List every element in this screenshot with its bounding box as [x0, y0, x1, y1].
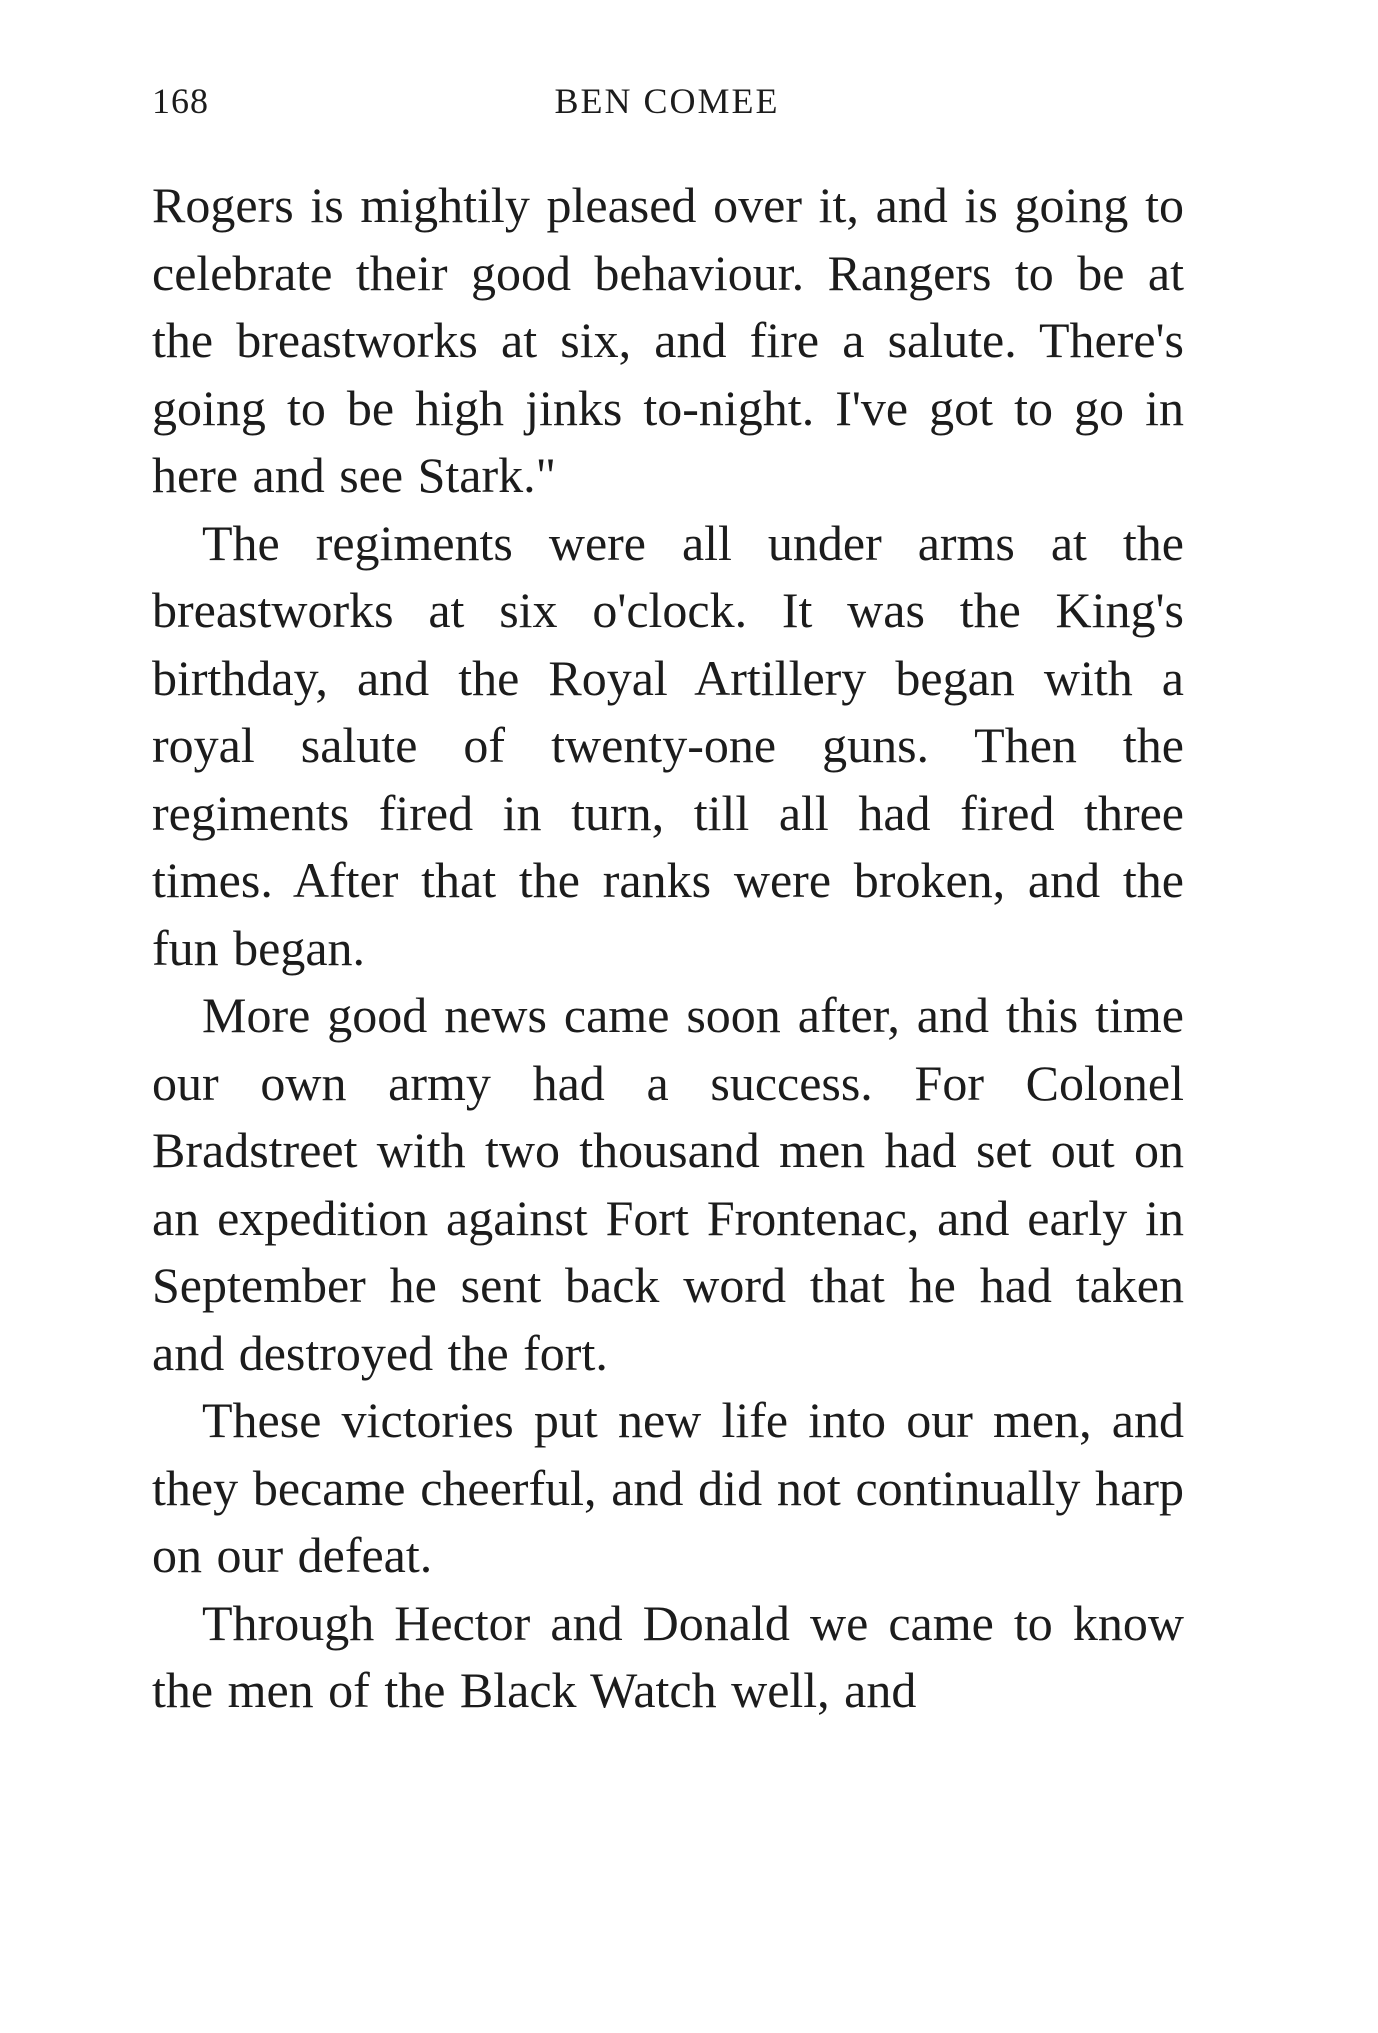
page-number: 168 [152, 81, 209, 121]
paragraph: Through Hector and Donald we came to know the men of the Black Watch well, and [152, 1594, 1184, 1718]
page-header [152, 80, 1182, 140]
paragraph: These victories put new life into our men, and they became cheerful, and did not continually harp on our defeat. [152, 1392, 1184, 1583]
paragraph: More good news came soon after, and this time our own army had a success. For Colonel Bradstreet with two thousand men had set out on an expedition against Fort Frontenac, and early in September he sent back word that he had taken and destroyed the fort. [152, 987, 1184, 1381]
running-title: BEN COMEE [554, 81, 780, 121]
paragraph-continued: Rogers is mightily pleased over it, and is going to celebrate their good behaviour. Rangers to be at the breastworks at six, and fire a salute. There's going to be high jinks to-night. I've got to go in here and see Stark." [152, 177, 1184, 503]
paragraph: The regiments were all under arms at the breastworks at six o'clock. It was the King's birthday, and the Royal Artillery began with a royal salute of twenty-one guns. Then the regiments fired in turn, till all had fired three times. After that the ranks were broken, and the fun began. [152, 514, 1184, 976]
body-text [152, 172, 1184, 1725]
